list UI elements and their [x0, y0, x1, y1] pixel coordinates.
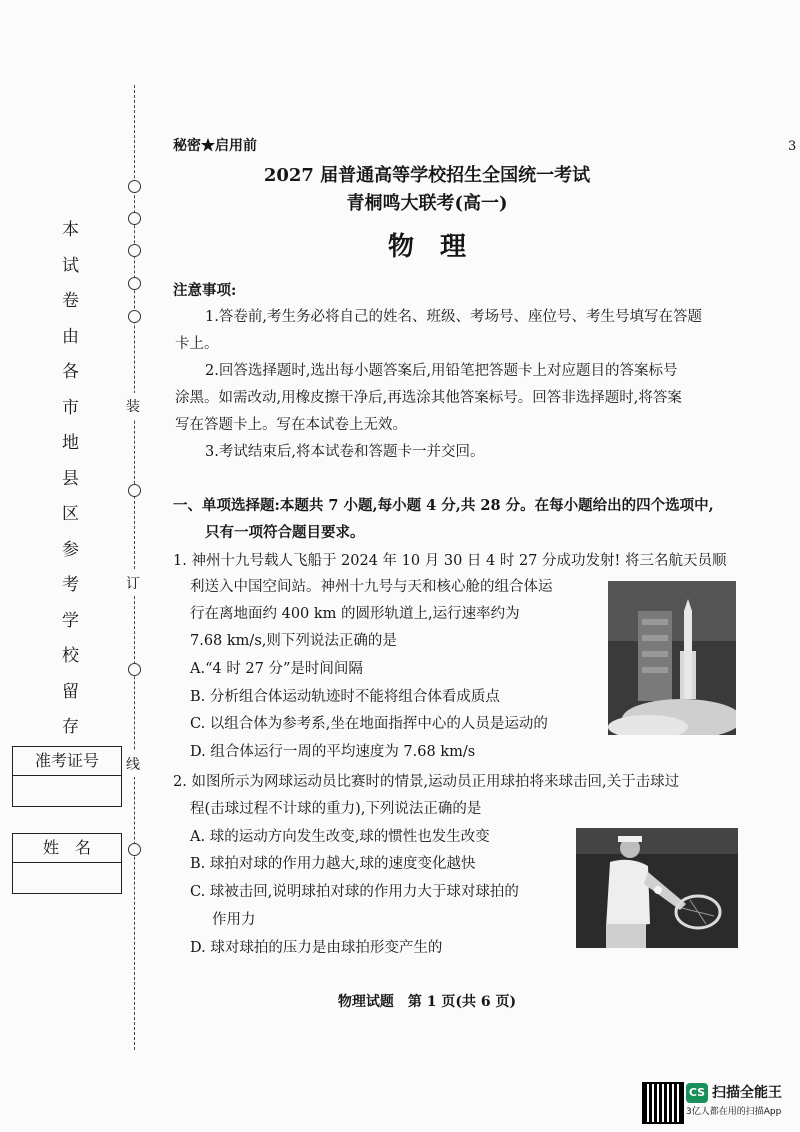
notice-item2-line2: 涂黑。如需改动,用橡皮擦干净后,再选涂其他答案标号。回答非选择题时,将答案 — [175, 390, 682, 406]
tennis-player-photo — [576, 828, 738, 948]
vertical-notice-char: 本 — [62, 220, 79, 240]
binding-hole-icon — [128, 310, 141, 323]
vertical-notice-char: 存 — [62, 717, 79, 737]
vertical-notice-char: 卷 — [62, 291, 79, 311]
binding-hole-icon — [128, 843, 141, 856]
vertical-notice-char: 考 — [62, 575, 79, 595]
vertical-notice-char: 地 — [62, 433, 79, 453]
subject-title: 物 理 — [387, 232, 466, 262]
corner-mark: 3 — [788, 139, 797, 154]
vertical-notice-char: 留 — [62, 681, 79, 702]
q2-option-d: D. 球对球拍的压力是由球拍形变产生的 — [190, 940, 443, 956]
seal-char-xian: 线 — [126, 751, 140, 777]
vertical-notice-char: 县 — [62, 468, 79, 489]
q2-stem-line2: 程(击球过程不计球的重力),下列说法正确的是 — [190, 801, 482, 817]
confidential-mark: 秘密★启用前 — [173, 138, 257, 154]
rocket-launch-photo — [608, 581, 736, 735]
q2-stem-line1: 2. 如图所示为网球运动员比赛时的情景,运动员正用球拍将来球击回,关于击球过 — [173, 774, 680, 790]
binding-hole-icon — [128, 484, 141, 497]
seal-char-zhuang: 装 — [126, 393, 140, 419]
name-field[interactable] — [13, 863, 121, 893]
notice-heading: 注意事项: — [173, 282, 237, 299]
vertical-notice-char: 学 — [62, 610, 79, 631]
q1-stem-line2: 利送入中国空间站。神州十九号与天和核心舱的组合体运 — [190, 579, 553, 595]
exam-number-field[interactable] — [13, 776, 121, 806]
vertical-notice-char: 由 — [62, 326, 79, 347]
q1-stem-line4: 7.68 km/s,则下列说法正确的是 — [190, 633, 397, 649]
q1-stem-line1: 1. 神州十九号载人飞船于 2024 年 10 月 30 日 4 时 27 分成功发射! 将三名航天员顺 — [173, 553, 727, 569]
q1-option-b: B. 分析组合体运动轨迹时不能将组合体看成质点 — [190, 689, 500, 705]
scanner-brand: 扫描全能王 — [712, 1085, 782, 1101]
name-box — [12, 833, 122, 894]
notice-item1-line1: 1.答卷前,考生务必将自己的姓名、班级、考场号、座位号、考生号填写在答题 — [205, 309, 702, 325]
seal-char-ding: 订 — [126, 570, 140, 596]
section1-heading-line2: 只有一项符合题目要求。 — [205, 524, 365, 541]
vertical-notice-char: 各 — [62, 362, 79, 382]
vertical-notice-char: 校 — [62, 646, 79, 666]
exam-title-line1: 2027 届普通高等学校招生全国统一考试 — [263, 165, 591, 186]
q1-stem-line3: 行在离地面约 400 km 的圆形轨道上,运行速率约为 — [190, 606, 520, 622]
exam-number-box — [12, 746, 122, 807]
q1-option-d: D. 组合体运行一周的平均速度为 7.68 km/s — [190, 744, 476, 760]
notice-item1-line2: 卡上。 — [175, 336, 219, 352]
vertical-notice-char: 参 — [62, 539, 79, 560]
binding-hole-icon — [128, 663, 141, 676]
vertical-notice-char: 试 — [62, 255, 79, 276]
binding-hole-icon — [128, 277, 141, 290]
qr-code-icon — [642, 1082, 684, 1124]
q1-option-a: A.“4 时 27 分”是时间间隔 — [190, 661, 363, 677]
scanner-logo-icon: CS — [686, 1083, 708, 1103]
q2-option-a: A. 球的运动方向发生改变,球的惯性也发生改变 — [190, 829, 490, 845]
name-label: 姓 名 — [13, 834, 121, 863]
notice-item2-line1: 2.回答选择题时,选出每小题答案后,用铅笔把答题卡上对应题目的答案标号 — [205, 363, 678, 379]
q2-option-b: B. 球拍对球的作用力越大,球的速度变化越快 — [190, 856, 476, 872]
q2-option-c-line1: C. 球被击回,说明球拍对球的作用力大于球对球拍的 — [190, 884, 519, 900]
exam-title-line2: 青桐鸣大联考(高一) — [346, 193, 508, 214]
exam-number-label: 准考证号 — [13, 747, 121, 776]
scanner-tagline: 3亿人都在用的扫描App — [686, 1107, 782, 1117]
notice-item3: 3.考试结束后,将本试卷和答题卡一并交回。 — [205, 444, 485, 460]
section1-heading-line1: 一、单项选择题:本题共 7 小题,每小题 4 分,共 28 分。在每小题给出的四个选项中, — [173, 497, 714, 514]
q2-option-c-line2: 作用力 — [212, 912, 256, 928]
q1-option-c: C. 以组合体为参考系,坐在地面指挥中心的人员是运动的 — [190, 716, 548, 732]
page-footer: 物理试题 第 1 页(共 6 页) — [337, 994, 517, 1010]
notice-item2-line3: 写在答题卡上。写在本试卷上无效。 — [175, 417, 407, 433]
vertical-notice-char: 区 — [62, 504, 79, 524]
vertical-notice-char: 市 — [62, 397, 79, 418]
